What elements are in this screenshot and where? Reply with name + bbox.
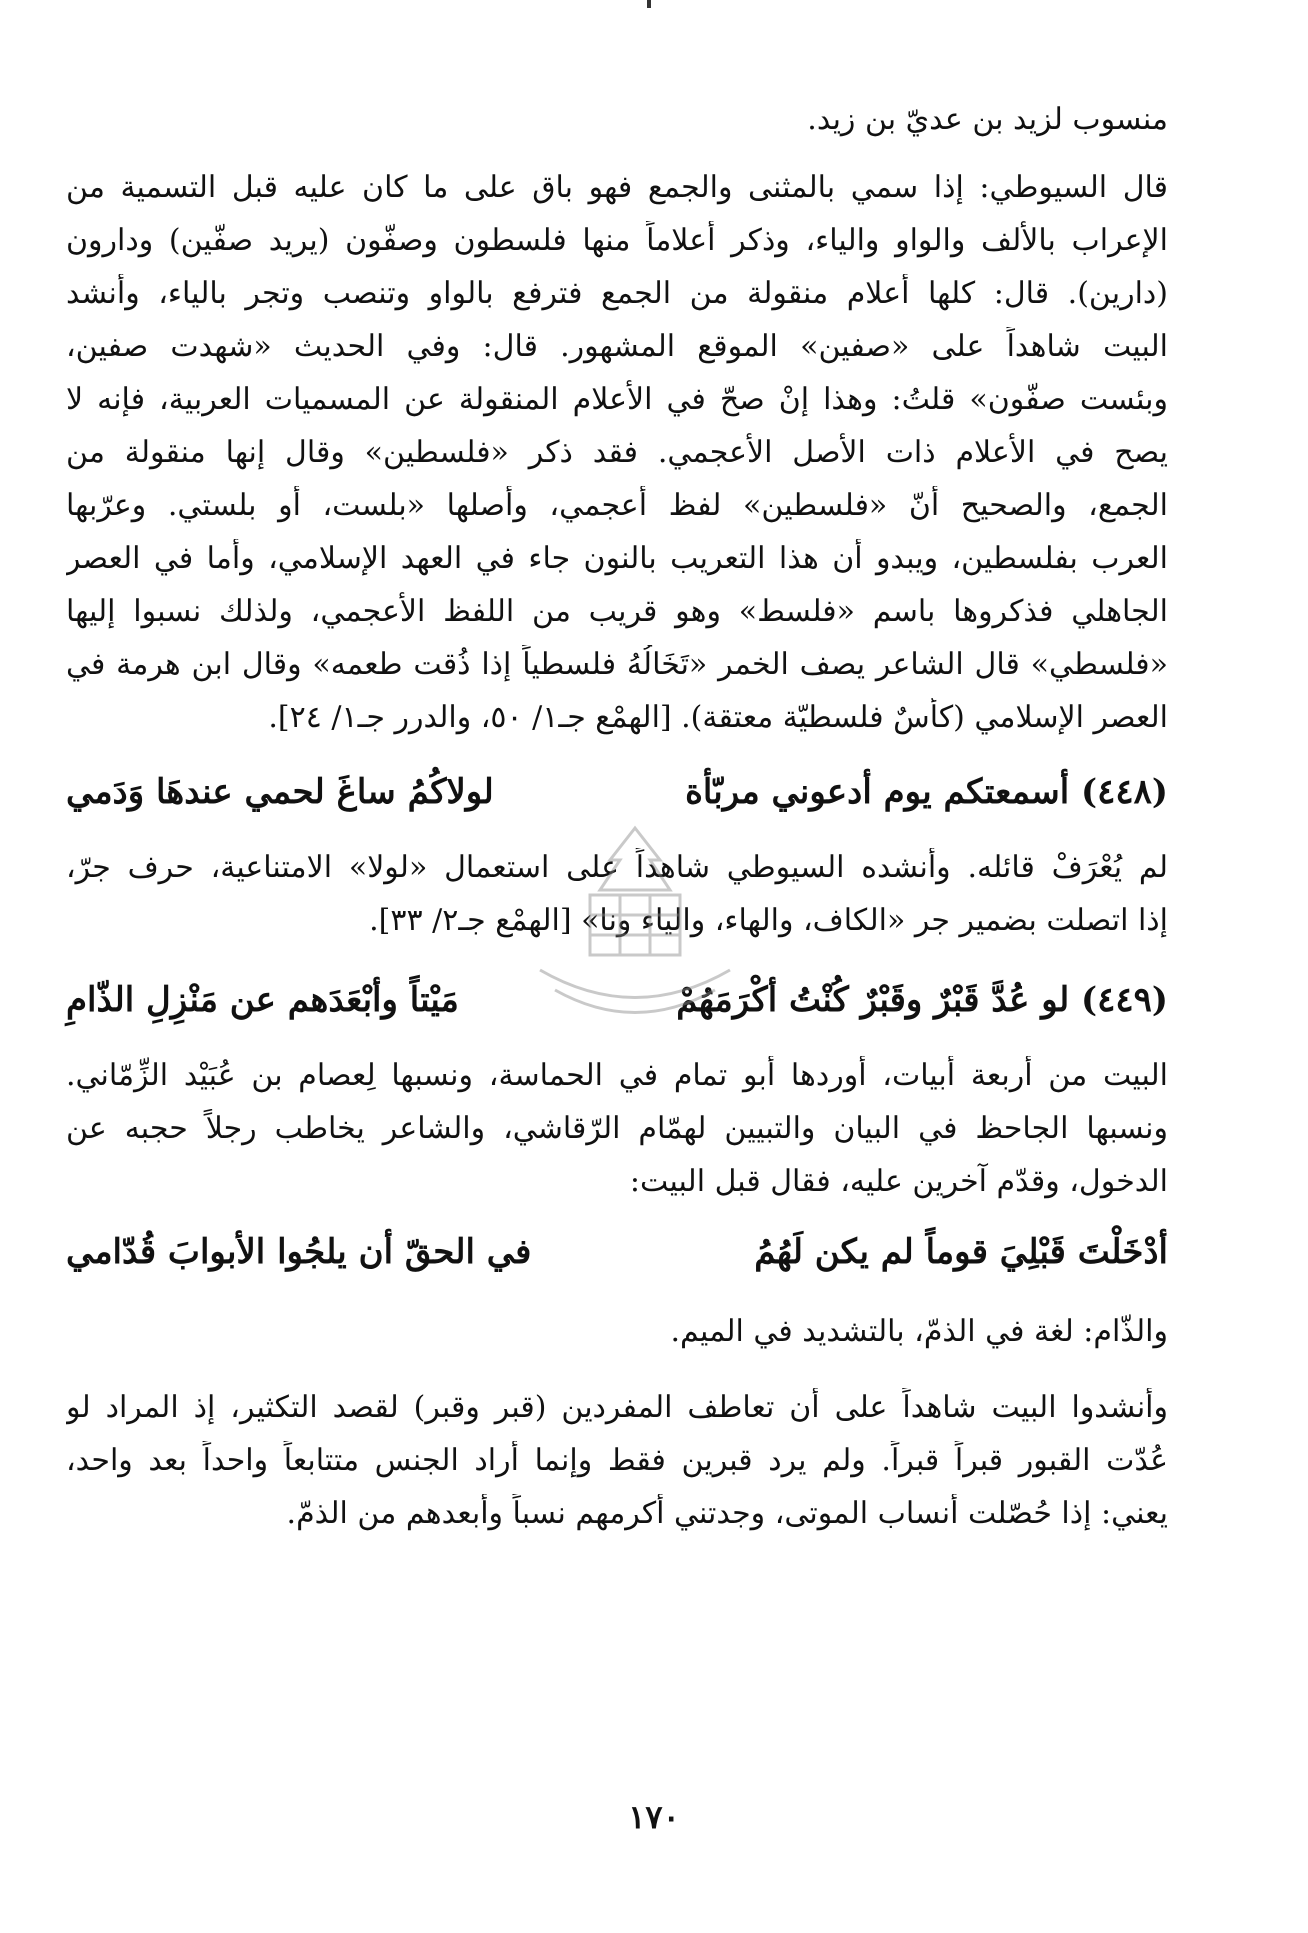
paragraph-line: العصر الإسلامي (كأسٌ فلسطيّة معتقة). [الهمْع جـ١/ ٥٠، والدرر جـ١/ ٢٤]. (268, 700, 1168, 735)
paragraph-line: الإعراب بالألف والواو والياء، وذكر أعلاماً منها فلسطون وصفّون (يريد صفّين) ودارون (66, 223, 1168, 258)
paragraph-line: العرب بفلسطين، ويبدو أن هذا التعريب بالنون جاء في العهد الإسلامي، وأما في العصر (66, 541, 1168, 576)
paragraph-line: عُدّت القبور قبراً قبراً. ولم يرد قبرين فقط وإنما أراد الجنس متتابعاً واحداً بعد واحد، (66, 1443, 1168, 1478)
paragraph-line: إذا اتصلت بضمير جر «الكاف، والهاء، والياء ونا» [الهمْع جـ٢/ ٣٣]. (369, 903, 1168, 938)
verse-first-hemistich: أدْخَلْتَ قَبْلِيَ قوماً لم يكن لَهُمُ (754, 1232, 1168, 1272)
paragraph-line: الدخول، وقدّم آخرين عليه، فقال قبل البيت: (629, 1164, 1168, 1199)
verse-first-hemistich: (٤٤٨) أسمعتكم يوم أدعوني مربّأة (685, 772, 1168, 812)
paragraph-line: البيت شاهداً على «صفين» الموقع المشهور. قال: وفي الحديث «شهدت صفين، (66, 329, 1168, 364)
verse-preceding (66, 1232, 1168, 1284)
paragraph-line: وبئست صفّون» قلتُ: وهذا إنْ صحّ في الأعلام المنقولة عن المسميات العربية، فإنه لا (66, 382, 1168, 417)
verse-first-hemistich: (٤٤٩) لو عُدَّ قَبْرٌ وقَبْرٌ كُنْتُ أكْرَمَهُمْ (676, 980, 1168, 1020)
paragraph-line: الجمع، والصحيح أنّ «فلسطين» لفظ أعجمي، وأصلها «بلست، أو بلستي. وعرّبها (66, 488, 1168, 523)
paragraph-line: قال السيوطي: إذا سمي بالمثنى والجمع فهو باق على ما كان عليه قبل التسمية من (66, 170, 1168, 205)
paragraph-line: وأنشدوا البيت شاهداً على أن تعاطف المفردين (قبر وقبر) لقصد التكثير، إذ المراد لو (66, 1390, 1168, 1425)
paragraph-line: لم يُعْرَفْ قائله. وأنشده السيوطي شاهداً على استعمال «لولا» الامتناعية، حرف جرّ، (66, 850, 1168, 885)
verse-second-hemistich: في الحقّ أن يلجُوا الأبوابَ قُدّامي (66, 1232, 532, 1272)
paragraph-line: يعني: إذا حُصّلت أنساب الموتى، وجدتني أكرمهم نسباً وأبعدهم من الذمّ. (286, 1496, 1168, 1531)
note-line: والذّام: لغة في الذمّ، بالتشديد في الميم. (670, 1314, 1168, 1349)
verse-449 (66, 980, 1168, 1032)
paragraph-line: يصح في الأعلام ذات الأصل الأعجمي. فقد ذكر «فلسطين» وقال إنها منقولة من (66, 435, 1168, 470)
verse-448 (66, 772, 1168, 824)
paragraph-line: (دارين). قال: كلها أعلام منقولة من الجمع فترفع بالواو وتنصب وتجر بالياء، وأنشد (66, 276, 1168, 311)
paragraph-line: الجاهلي فذكروها باسم «فلسط» وهو قريب من اللفظ الأعجمي، ولذلك نسبوا إليها (66, 594, 1168, 629)
page-number: ١٧٠ (628, 1798, 680, 1836)
paragraph-line: البيت من أربعة أبيات، أوردها أبو تمام في الحماسة، ونسبها لِعصام بن عُبَيْد الزِّمّاني. (66, 1058, 1168, 1093)
top-mark (647, 0, 651, 8)
paragraph-line: «فلسطي» قال الشاعر يصف الخمر «تَخَالُهُ فلسطياً إذا ذُقت طعمه» وقال ابن هرمة في (66, 647, 1168, 682)
verse-second-hemistich: لولاكُمُ ساغَ لحمي عندهَا وَدَمي (66, 772, 494, 812)
paragraph-line: ونسبها الجاحظ في البيان والتبيين لهمّام الرّقاشي، والشاعر يخاطب رجلاً حجبه عن (66, 1111, 1168, 1146)
verse-second-hemistich: مَيْتاً وأبْعَدَهم عن مَنْزِلِ الذّامِ (66, 980, 459, 1020)
top-line: منسوب لزيد بن عديّ بن زيد. (807, 102, 1168, 137)
